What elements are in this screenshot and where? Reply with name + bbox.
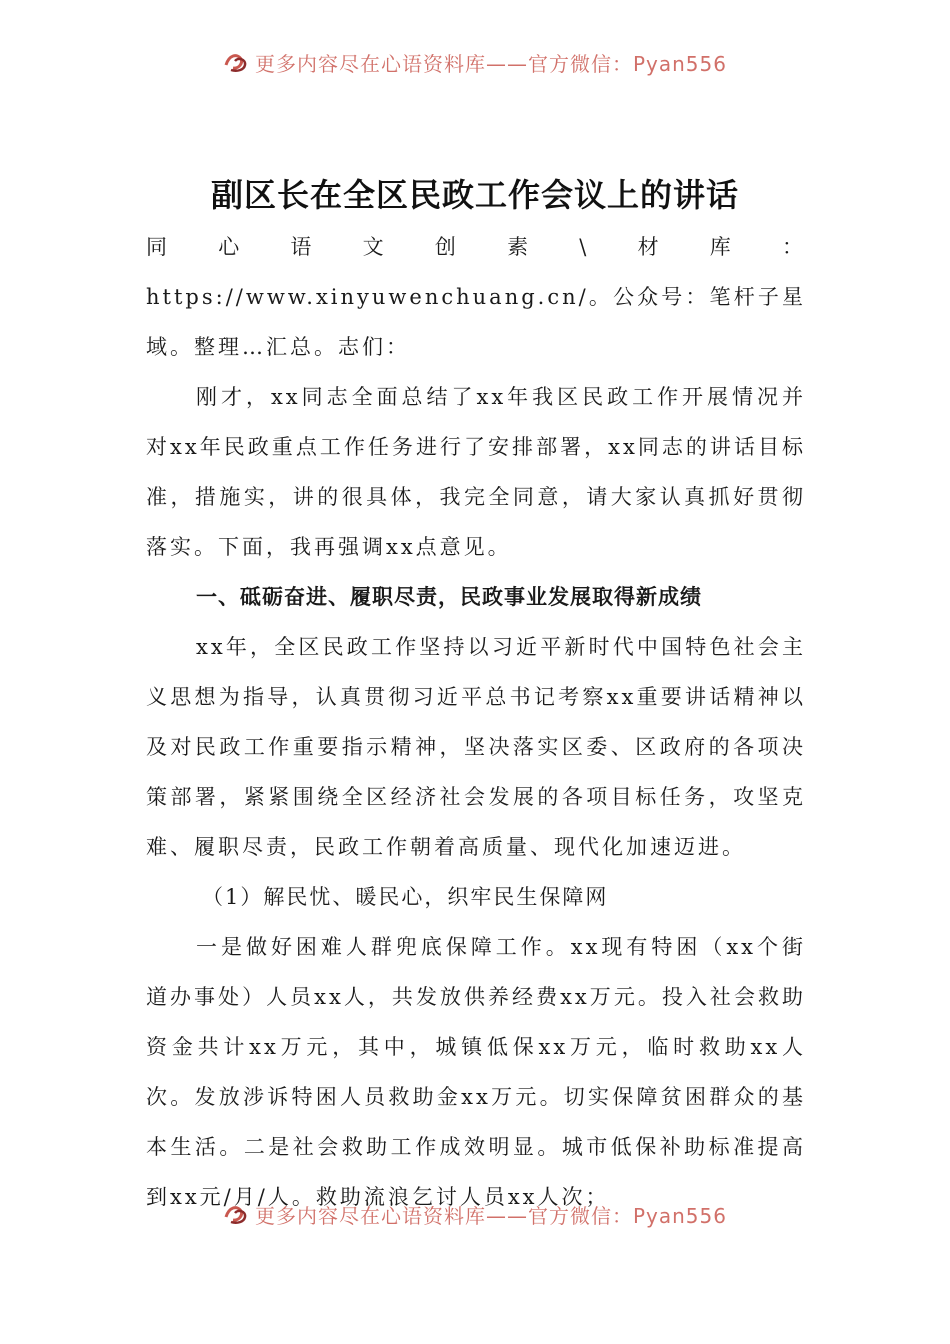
subsection-paragraph: 一是做好困难人群兜底保障工作。xx现有特困（xx个街道办事处）人员xx人，共发放供养经费xx万元。投入社会救助资金共计xx万元，其中，城镇低保xx万元，临时救助xx人次。发放涉诉特困人员救助金xx万元。切实保障贫困群众的基本生活。二是社会救助工作成效明显。城市低保补助标准提高到xx元/月/人。救助流浪乞讨人员xx人次； bbox=[146, 935, 806, 1209]
watermark-text: 更多内容尽在心语资料库——官方微信：Pyan556 bbox=[254, 1203, 727, 1228]
watermark-top bbox=[0, 48, 950, 88]
watermark-logo-icon bbox=[223, 1203, 249, 1225]
watermark-logo-icon bbox=[223, 51, 249, 73]
section-paragraph: xx年，全区民政工作坚持以习近平新时代中国特色社会主义思想为指导，认真贯彻习近平总书记考察xx重要讲话精神以及对民政工作重要指示精神，坚决落实区委、区政府的各项决策部署，紧紧围绕全区经济社会发展的各项目标任务，攻坚克难、履职尽责，民政工作朝着高质量、现代化加速迈进。 bbox=[146, 635, 806, 859]
opening-paragraph: 刚才，xx同志全面总结了xx年我区民政工作开展情况并对xx年民政重点工作任务进行了安排部署，xx同志的讲话目标准，措施实，讲的很具体，我完全同意，请大家认真抓好贯彻落实。下面，我再强调xx点意见。 bbox=[146, 385, 806, 559]
watermark-text: 更多内容尽在心语资料库——官方微信：Pyan556 bbox=[254, 51, 727, 76]
page-title: 副区长在全区民政工作会议上的讲话 bbox=[210, 176, 739, 214]
document-body bbox=[146, 222, 806, 1222]
section-heading: 一、砥砺奋进、履职尽责，民政事业发展取得新成绩 bbox=[196, 585, 702, 609]
watermark-bottom bbox=[0, 1200, 950, 1240]
intro-paragraph: 同心语文创素\材库：https://www.xinyuwenchuang.cn/。公众号：笔杆子星域。整理…汇总。志们： bbox=[146, 235, 806, 359]
subsection-heading: （1）解民忧、暖民心，织牢民生保障网 bbox=[202, 885, 609, 909]
